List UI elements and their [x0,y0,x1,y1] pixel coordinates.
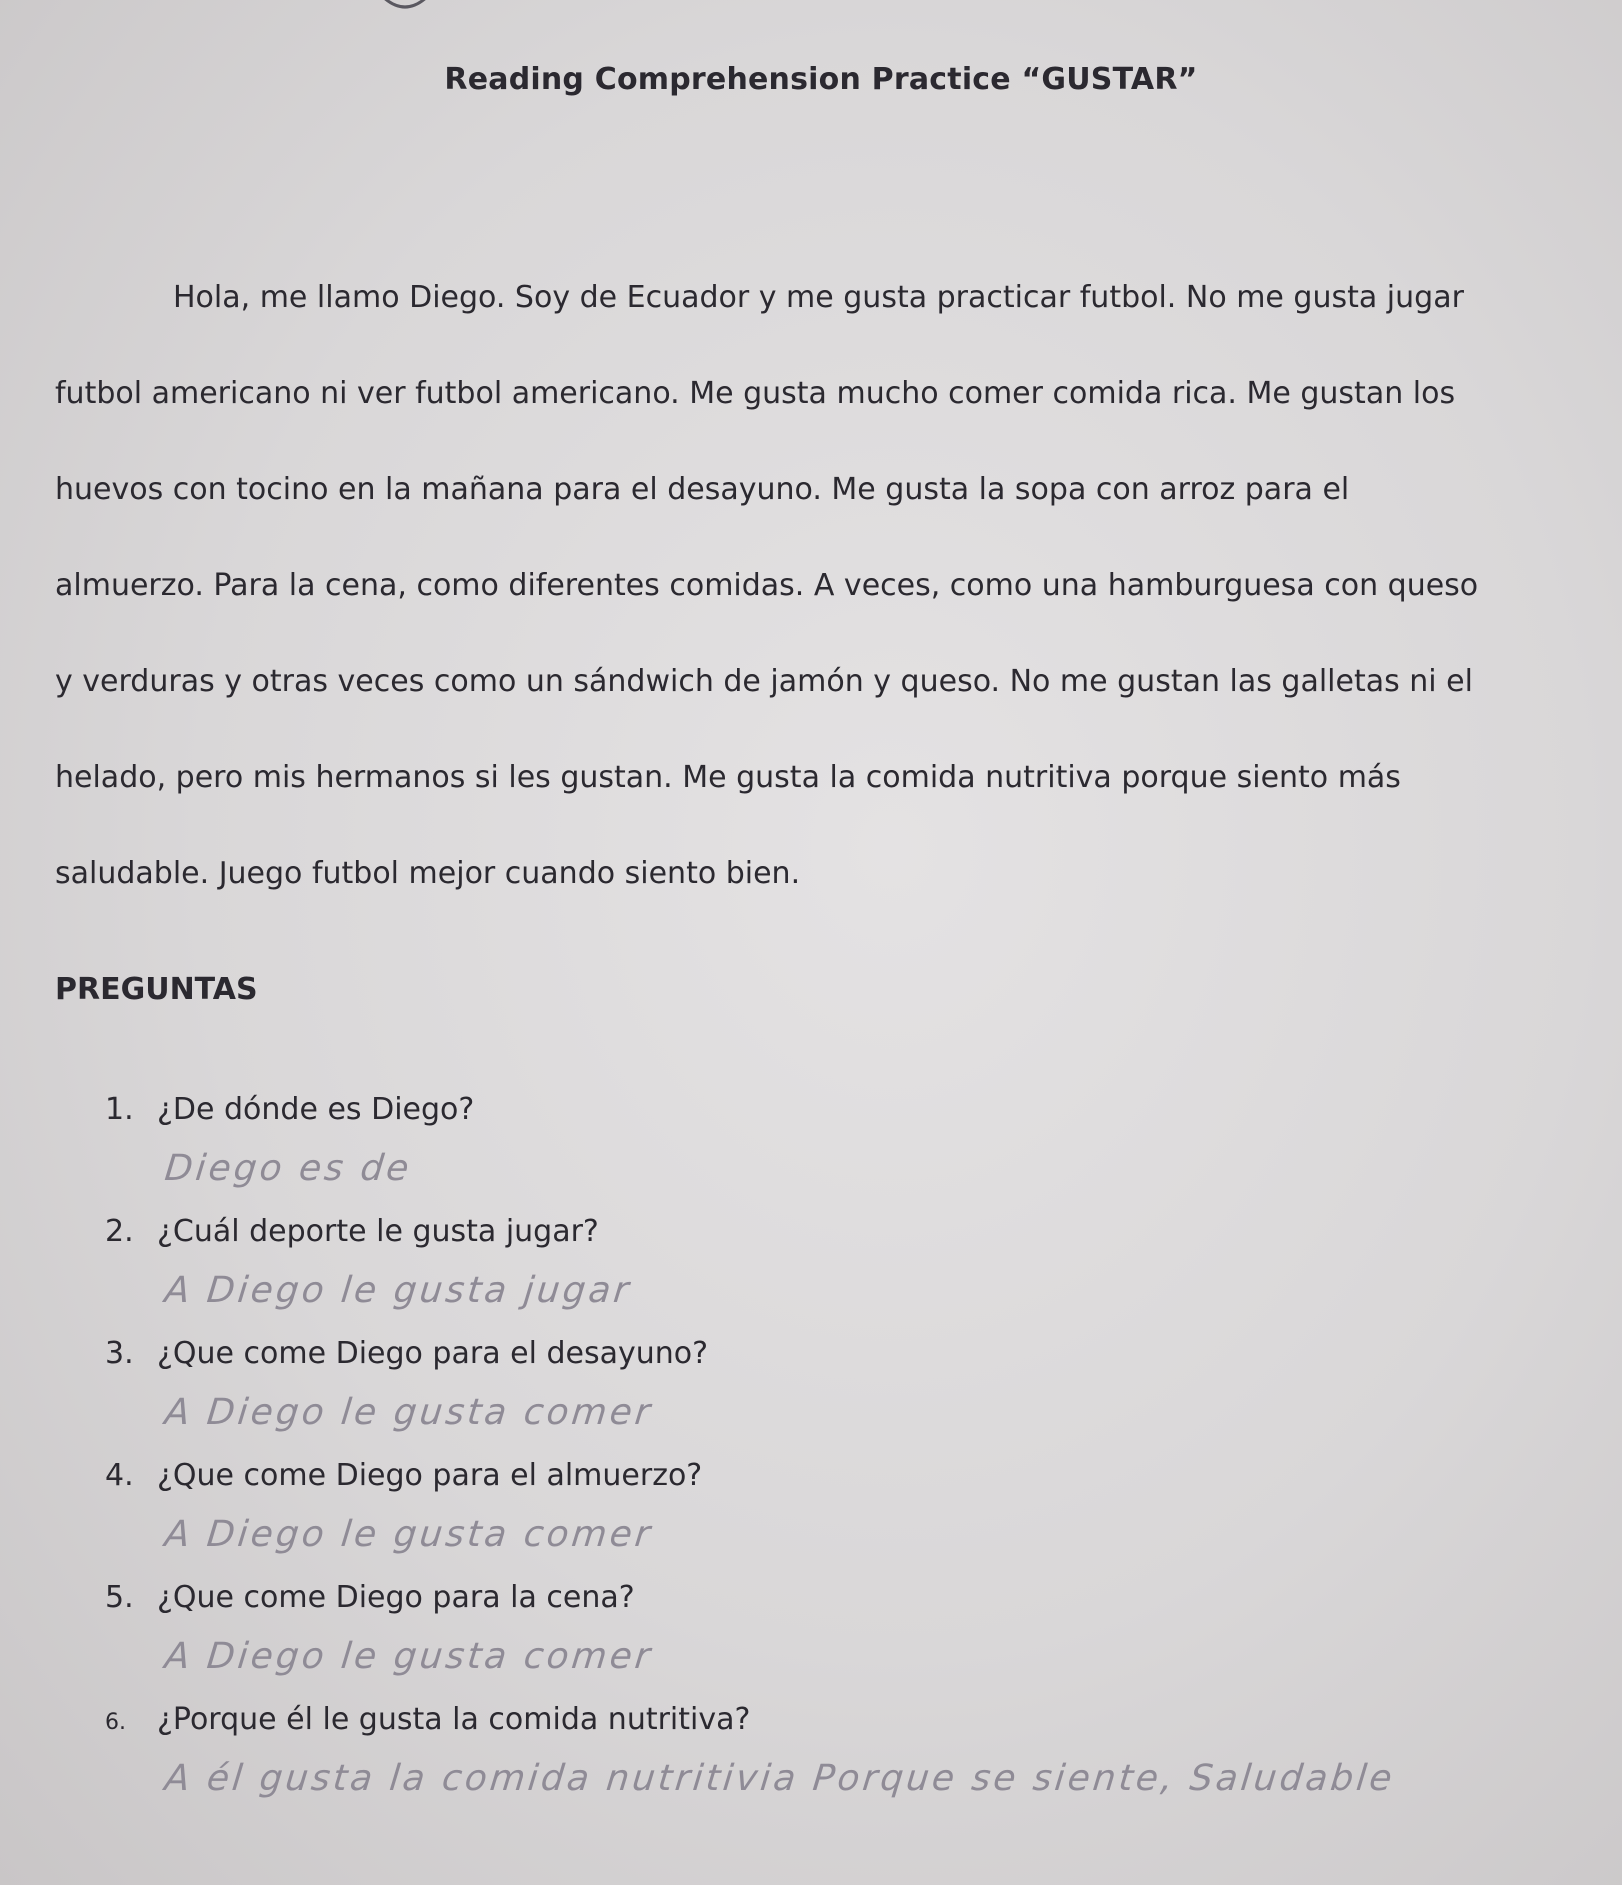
question-text [105,1454,1555,1498]
question-text [105,1088,1555,1132]
passage-line: y verduras y otras veces como un sándwich de jamón y queso. No me gustan las galletas ni el [55,664,1473,699]
passage-line: saludable. Juego futbol mejor cuando siento bien. [55,856,801,891]
question-item [105,1210,1555,1332]
question-text [105,1576,1555,1620]
question-prompt: ¿De dónde es Diego? [157,1092,475,1127]
reading-passage [55,272,1575,944]
hole-punch-mark [378,0,432,14]
handwritten-answer: A Diego le gusta comer [162,1636,655,1677]
passage-line: almuerzo. Para la cena, como diferentes comidas. A veces, como una hamburguesa con queso [55,568,1479,603]
question-text [105,1210,1555,1254]
question-item [105,1576,1555,1698]
question-prompt: ¿Que come Diego para el desayuno? [157,1336,709,1371]
handwritten-answer: A él gusta la comida nutritivia Porque se siente, Saludable [162,1758,1397,1799]
question-prompt: ¿Cuál deporte le gusta jugar? [157,1214,599,1249]
question-number: 6. [105,1710,126,1735]
handwritten-answer: A Diego le gusta comer [162,1514,655,1555]
question-number: 1. [105,1092,134,1127]
question-prompt: ¿Porque él le gusta la comida nutritiva? [157,1702,751,1737]
question-prompt: ¿Que come Diego para el almuerzo? [157,1458,703,1493]
handwritten-answer: A Diego le gusta jugar [162,1270,634,1311]
question-prompt: ¿Que come Diego para la cena? [157,1580,635,1615]
question-number: 5. [105,1580,134,1615]
question-number: 4. [105,1458,134,1493]
passage-line: huevos con tocino en la mañana para el desayuno. Me gusta la sopa con arroz para el [55,472,1350,507]
question-item [105,1332,1555,1454]
passage-line: futbol americano ni ver futbol americano. Me gusta mucho comer comida rica. Me gustan los [55,376,1456,411]
worksheet-title: Reading Comprehension Practice “GUSTAR” [444,62,1198,97]
handwritten-answer: Diego es de [162,1148,414,1189]
question-item [105,1088,1555,1210]
question-text [105,1332,1555,1376]
question-list [105,1088,1555,1820]
question-text [105,1698,1555,1745]
passage-line: helado, pero mis hermanos si les gustan. Me gusta la comida nutritiva porque siento más [55,760,1401,795]
question-number: 2. [105,1214,134,1249]
passage-line: Hola, me llamo Diego. Soy de Ecuador y me gusta practicar futbol. No me gusta jugar [173,280,1464,315]
question-item [105,1454,1555,1576]
question-item [105,1698,1555,1820]
questions-heading: PREGUNTAS [55,972,258,1007]
question-number: 3. [105,1336,134,1371]
handwritten-answer: A Diego le gusta comer [162,1392,655,1433]
